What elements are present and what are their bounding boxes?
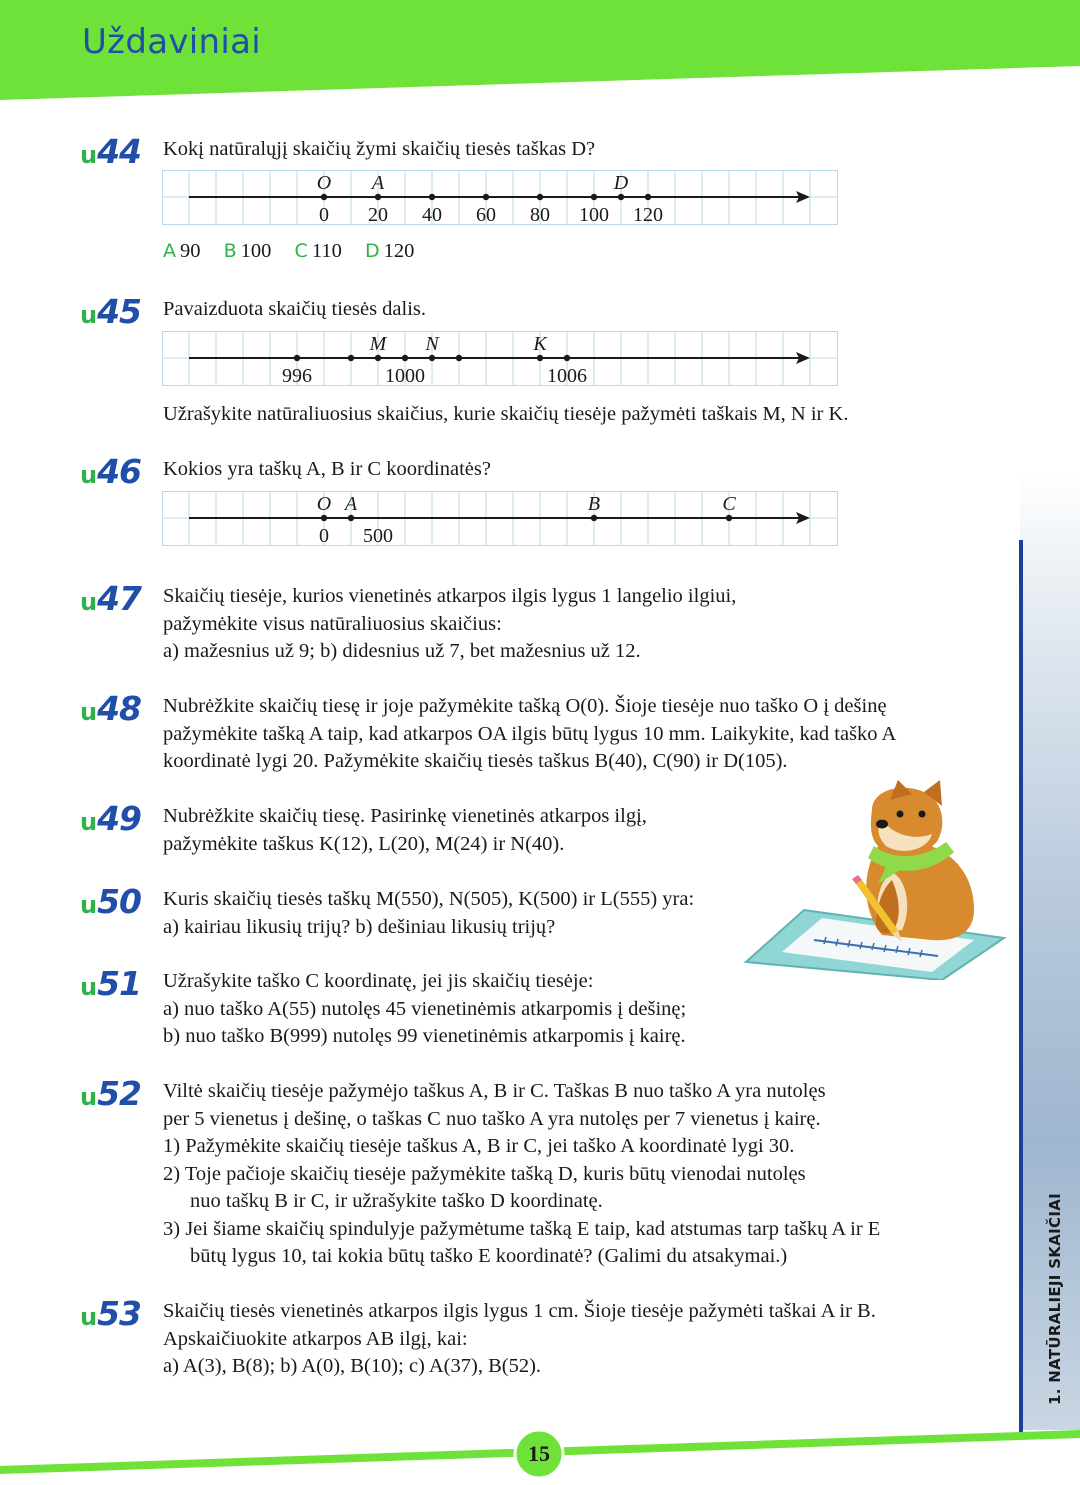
point-label-K: K [533,333,547,355]
tick-label: 100 [579,204,609,226]
tick-label: 500 [363,525,393,547]
task-text: Užrašykite taško C koordinatę, jei jis skaičių tiesėje: a) nuo taško A(55) nutolęs 45 vienetinėmis atkarpomis į dešinę; b) nuo taško B(999) nutolęs 99 vienetinėmis atkarpomis į kairę. [163,970,687,1047]
option-a[interactable]: A 90 [163,240,201,262]
number-line-45 [162,331,838,387]
option-b[interactable]: B 100 [223,240,272,262]
tick-label: 40 [422,204,442,226]
task-45-question: Užrašykite natūraliuosius skaičius, kurie skaičių tiesėje pažymėti taškais M, N ir K. [163,403,849,425]
point-label-D: D [613,172,629,194]
point-label-C: C [722,493,736,515]
tick-label: 996 [282,365,312,387]
task-text: Nubrėžkite skaičių tiesę. Pasirinkę vienetinės atkarpos ilgį, pažymėkite taškus K(12), L(20), M(24) ir N(40). [163,805,647,855]
task-text: Skaičių tiesėje, kurios vienetinės atkarpos ilgis lygus 1 langelio ilgiui, pažymėkite visus natūraliuosius skaičius: a) mažesnius už 9; b) didesnius už 7, bet mažesnius už 12. [163,585,737,662]
task-number: u48 [80,689,142,728]
task-number: u46 [80,452,142,491]
side-rule [1019,540,1023,1435]
point-label-M: M [369,333,387,355]
task-number: u45 [80,292,142,331]
task-number: u53 [80,1294,142,1333]
tick-label: 80 [530,204,550,226]
task-number: u49 [80,799,142,838]
page-header [0,0,1080,100]
tick-label: 1000 [385,365,425,387]
point-label-N: N [425,333,439,355]
task-text: Nubrėžkite skaičių tiesę ir joje pažymėkite tašką O(0). Šioje tiesėje nuo taško O į dešinę pažymėkite tašką A taip, kad atkarpos OA ilgis būtų lygus 10 mm. Laikykite, kad taško A koordinatė lygi 20. Pažymėkite skaičių tiesės taškus B(40), C(90) ir D(105). [163,695,897,772]
task-text: Kokį natūralųjį skaičių žymi skaičių tiesės taškas D? [163,138,596,160]
tick-label: 1006 [547,365,587,387]
option-d[interactable]: D 120 [364,240,415,262]
option-c[interactable]: C 110 [294,240,342,262]
point-label-A: A [371,172,385,194]
chapter-label: 1. NATŪRALIEJI SKAIČIAI [1046,1193,1064,1405]
task-text: Skaičių tiesės vienetinės atkarpos ilgis lygus 1 cm. Šioje tiesėje pažymėti taškai A ir B. Apskaičiuokite atkarpos AB ilgį, kai: a) A(3), B(8); b) A(0), B(10); c) A(37), B(52). [163,1300,876,1377]
task-number: u47 [80,579,142,618]
point-label-O: O [316,172,332,194]
dog-mascot-illustration [742,780,1007,985]
task-number: u52 [80,1074,142,1113]
tick-label: 0 [319,204,329,226]
tick-label: 120 [633,204,663,226]
point-label-A: A [344,493,358,515]
tick-label: 60 [476,204,496,226]
point-label-O: O [316,493,332,515]
point-label-B: B [587,493,601,515]
task-number: u50 [80,882,142,921]
page-title: Uždaviniai [82,22,261,62]
task-number: u44 [80,132,142,171]
tick-label: 20 [368,204,388,226]
number-line-44 [162,170,838,226]
task-number: u51 [80,964,142,1003]
tick-label: 0 [319,525,329,547]
task-text: Kuris skaičių tiesės taškų M(550), N(505), K(500) ir L(555) yra: a) kairiau likusių trijų? b) dešiniau likusių trijų? [163,888,695,938]
task-text: Viltė skaičių tiesėje pažymėjo taškus A, B ir C. Taškas B nuo taško A yra nutolęs per 5 vienetus į dešinę, o taškas C nuo taško A yra nutolęs per 7 vienetus į kairę. 1) Pažymėkite skaičių tiesėje taškus A, B ir C, jei taško A koordinatė lygi 30. 2) Toje pačioje skaičių tiesėje pažymėkite tašką D, kuris būtų vienodai nutolęs nuo taškų B ir C, ir užrašykite taško D koordinatę. 3) Jei šiame skaičių spindulyje pažymėtume tašką E taip, kad atstumas tarp taškų A ir E būtų lygus 10, tai kokia būtų taško E koordinatė? (Galimi du atsakymai.) [163,1080,881,1267]
number-line-46 [162,491,838,547]
page-number: 15 [528,1441,550,1466]
task-text: Kokios yra taškų A, B ir C koordinatės? [163,458,491,480]
answer-options-44 [163,240,432,263]
task-text: Pavaizduota skaičių tiesės dalis. [163,298,427,320]
